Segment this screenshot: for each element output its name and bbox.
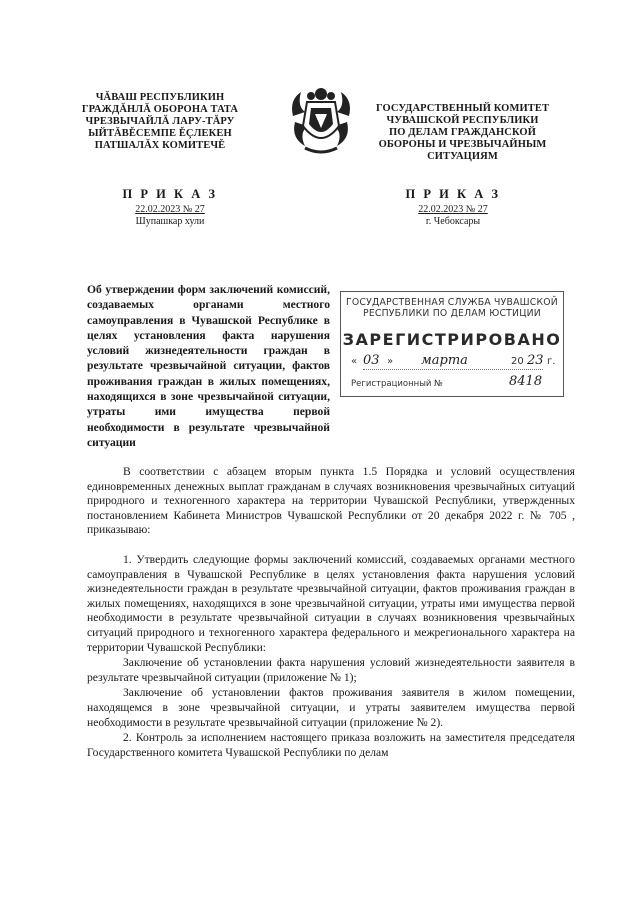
order-number-left: 22.02.2023 № 27 — [135, 204, 205, 215]
stamp-year-unit: г. — [547, 356, 556, 367]
order-city-left: Шупашкар хули — [135, 216, 205, 227]
stamp-year-suffix: 23 — [527, 353, 544, 368]
preamble-paragraph: В соответствии с абзацем вторым пункта 1.5 Порядка и условий осуществления единовременных денежных выплат гражданам в случаях возникновения чрезвычайных ситуаций природного и техногенного характера на территории Чувашской Республики, утвержденных постановлением Кабинета Министров Чувашской Республики от 20 декабря 2022 г. № 705 , приказываю: — [87, 465, 575, 537]
stamp-date-underline — [363, 369, 543, 370]
order-block-left — [110, 187, 230, 228]
item-1-paragraph: 1. Утвердить следующие формы заключений комиссий, создаваемых органами местного самоуправления в Чувашской Республике в целях установления факта нарушения условий жизнедеятельности граждан в результате чрезвычайной ситуации, фактов проживания граждан в жилых помещениях, находящихся в зоне чрезвычайной ситуации, утраты ими имущества первой необходимости в результате чрезвычайной ситуации в случаях возникновения чрезвычайных ситуаций природного и техногенного характера федерального и межрегионального характера на территории Чувашской Республики: — [87, 552, 575, 654]
header-right-org — [360, 103, 565, 163]
coat-of-arms-emblem — [285, 82, 357, 156]
header-right-line: ГОСУДАРСТВЕННЫЙ КОМИТЕТ — [375, 103, 550, 114]
header-left-line: ЧĂВАШ РЕСПУБЛИКИН — [95, 92, 225, 103]
header-right-line: СИТУАЦИЯМ — [427, 151, 498, 162]
header-left-line: ГРАЖДĂНЛĂ ОБОРОНА ТАТА — [81, 104, 239, 115]
appendix-2-paragraph: Заключение об установлении фактов проживания заявителя в жилом помещении, находящемся в зоне чрезвычайной ситуации, и утраты заявителем имущества первой необходимости в результате чрезвычайной ситуации (приложение № 2). — [87, 686, 575, 729]
stamp-quote-close: » — [387, 356, 394, 367]
stamp-month: марта — [421, 353, 468, 368]
stamp-reg-label: Регистрационный № — [351, 379, 443, 389]
header-left-line: ЧРЕЗВЫЧАЙЛĂ ЛАРУ-ТĂРУ — [85, 116, 235, 127]
order-title-left: П Р И К А З — [122, 187, 218, 201]
order-title-right: П Р И К А З — [405, 187, 501, 201]
order-block-right — [393, 187, 513, 228]
header-right-line: ЧУВАШСКОЙ РЕСПУБЛИКИ — [386, 115, 539, 126]
stamp-org-line: РЕСПУБЛИКИ ПО ДЕЛАМ ЮСТИЦИИ — [363, 308, 541, 319]
stamp-reg-row — [351, 376, 556, 392]
appendix-1-paragraph: Заключение об установлении факта нарушения условий жизнедеятельности заявителя в результате чрезвычайной ситуации (приложение № 1); — [87, 656, 575, 684]
stamp-date-row — [351, 354, 556, 370]
order-city-right: г. Чебоксары — [425, 216, 481, 227]
header-right-line: ПО ДЕЛАМ ГРАЖДАНСКОЙ — [389, 127, 536, 138]
stamp-quote-open: « — [351, 356, 358, 367]
stamp-registered: ЗАРЕГИСТРИРОВАНО — [342, 330, 562, 349]
header-left-org — [60, 92, 260, 152]
registration-stamp — [340, 291, 564, 397]
document-body — [87, 465, 575, 760]
header-right-line: ОБОРОНЫ И ЧРЕЗВЫЧАЙНЫМ — [378, 139, 547, 150]
header-left-line: ЫЙТĂВĚСЕМПЕ ĚÇЛЕКЕН — [88, 128, 232, 139]
stamp-org-line: ГОСУДАРСТВЕННАЯ СЛУЖБА ЧУВАШСКОЙ — [346, 297, 558, 308]
document-title: Об утверждении форм заключений комиссий, создаваемых органами местного самоуправления в Чувашской Республике в целях установления факта нарушения условий жизнедеятельности граждан в результате чрезвычайной ситуации, фактов проживания граждан в жилых помещениях, находящихся в зоне чрезвычайной ситуации, утраты ими имущества первой необходимости в результате чрезвычайной ситуации — [87, 283, 330, 449]
order-number-right: 22.02.2023 № 27 — [418, 204, 488, 215]
item-2-paragraph: 2. Контроль за исполнением настоящего приказа возложить на заместителя председателя Государственного комитета Чувашской Республики по делам — [87, 731, 575, 759]
header-left-line: ПАТШАЛĂХ КОМИТЕЧĚ — [94, 140, 226, 151]
stamp-year-prefix: 20 — [511, 356, 524, 367]
stamp-reg-number: 8418 — [509, 374, 543, 389]
stamp-day: 03 — [363, 353, 380, 368]
